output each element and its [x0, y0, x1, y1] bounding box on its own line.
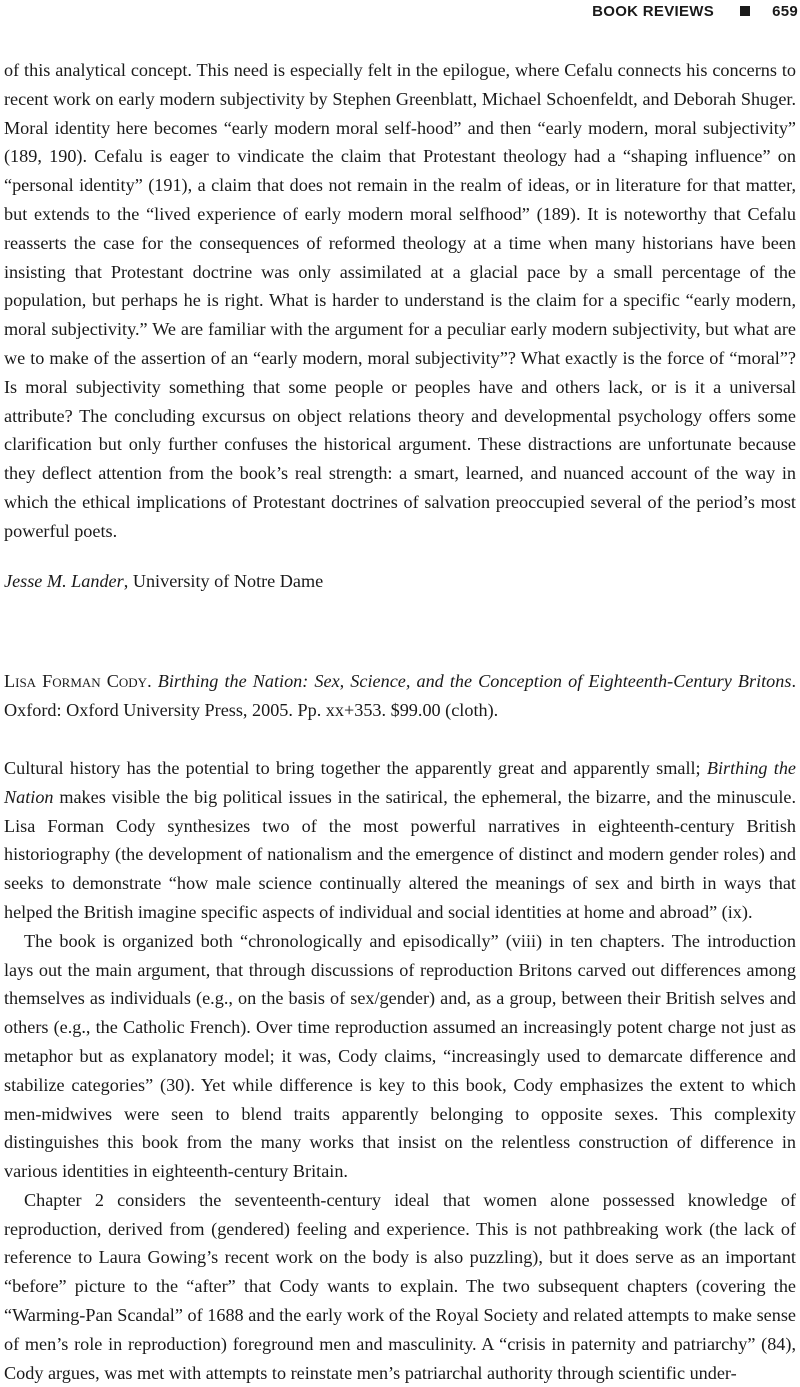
- square-separator-icon: [740, 6, 750, 16]
- review2-paragraph-2: The book is organized both “chronologically and episodically” (viii) in ten chapters. The introduction lays out the main argument, that through discussions of reproduction Britons carved out differences among themselves as individuals (e.g., on the basis of sex/gender) and, as a group, between their British selves and others (e.g., the Catholic French). Over time reproduction assumed an increasingly potent charge not just as metaphor but as explanatory model; it was, Cody claims, “increasingly used to demarcate difference and stabilize categories” (30). Yet while difference is key to this book, Cody emphasizes the extent to which men-midwives were seen to blend traits apparently belonging to opposite sexes. This complexity distinguishes this book from the many works that insist on the relentless construction of difference in various identities in eighteenth-century Britain.: [4, 930, 796, 1182]
- p1-after: makes visible the big political issues in the satirical, the ephemeral, the bizarre, and the minuscule. Lisa Forman Cody synthesizes two of the most powerful narratives in eighteenth-century British historiography (the development of nationalism and the emergence of distinct and modern gender roles) and seeks to demonstrate “how male science continually altered the meanings of sex and birth in ways that helped the British imagine specific aspects of individual and social identities at home and abroad” (ix).: [4, 786, 796, 922]
- review2-body: [4, 754, 796, 1387]
- page-number: 659: [772, 2, 798, 20]
- reviewer-affiliation: , University of Notre Dame: [123, 570, 324, 591]
- section-title: BOOK REVIEWS: [592, 2, 715, 20]
- book-author: Lisa Forman Cody: [4, 671, 148, 692]
- running-head: [592, 0, 798, 22]
- p1-before: Cultural history has the potential to bring together the apparently great and apparently small;: [4, 757, 707, 778]
- p1-title: Birthing the Nation: [4, 757, 796, 807]
- reviewer-signature: [4, 567, 796, 596]
- review2-paragraph-3: Chapter 2 considers the seventeenth-century ideal that women alone possessed knowledge of reproduction, derived from (gendered) feeling and experience. This is not pathbreaking work (the lack of reference to Laura Gowing’s recent work on the body is also puzzling), but it does serve as an important “before” picture to the “after” that Cody wants to explain. The two subsequent chapters (covering the “Warming-Pan Scandal” of 1688 and the early work of the Royal Society and related attempts to make sense of men’s role in reproduction) foreground men and masculinity. A “crisis in paternity and patriarchy” (84), Cody argues, was met with attempts to reinstate men’s patriarchal authority through scientific under-: [4, 1189, 796, 1383]
- book-title: Birthing the Nation: Sex, Science, and the Conception of Eighteenth-Century Britons: [157, 671, 792, 692]
- reviewer-name: Jesse M. Lander: [4, 570, 124, 591]
- publication-info: . Oxford: Oxford University Press, 2005. Pp. xx+353. $99.00 (cloth).: [4, 671, 796, 721]
- page-content: [4, 56, 796, 1387]
- review2-paragraph-1: [4, 754, 796, 927]
- author-period: .: [147, 671, 152, 692]
- review1-paragraph: of this analytical concept. This need is especially felt in the epilogue, where Cefalu connects his concerns to recent work on early modern subjectivity by Stephen Greenblatt, Michael Schoenfeldt, and Deborah Shuger. Moral identity here becomes “early modern moral self-hood” and then “early modern, moral subjectivity” (189, 190). Cefalu is eager to vindicate the claim that Protestant theology had a “shaping influence” on “personal identity” (191), a claim that does not remain in the realm of ideas, or in literature for that matter, but extends to the “lived experience of early modern moral selfhood” (189). It is noteworthy that Cefalu reasserts the case for the consequences of reformed theology at a time when many historians have been insisting that Protestant doctrine was only assimilated at a glacial pace by a small percentage of the population, but perhaps he is right. What is harder to understand is the claim for a specific “early modern, moral subjectivity.” We are familiar with the argument for a peculiar early modern subjectivity, but what are we to make of the assertion of an “early modern, moral subjectivity”? What exactly is the force of “moral”? Is moral subjectivity something that some people or peoples have and others lack, or is it a universal attribute? The concluding excursus on object relations theory and developmental psychology offers some clarification but only further confuses the historical argument. These distractions are unfortunate because they deflect attention from the book’s real strength: a smart, learned, and nuanced account of the way in which the ethical implications of Protestant doctrines of salvation preoccupied several of the period’s most powerful poets.: [4, 60, 796, 541]
- book-citation: [4, 667, 796, 725]
